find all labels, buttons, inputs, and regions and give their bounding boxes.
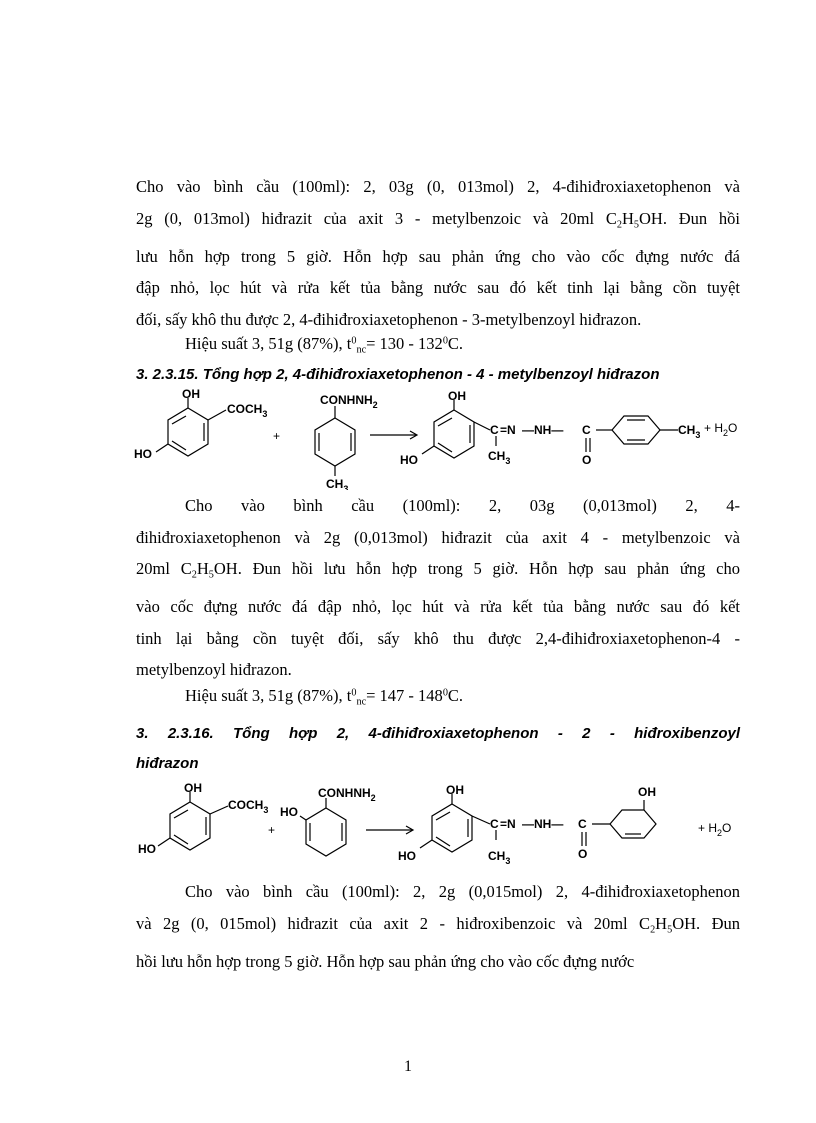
reaction-scheme-16 [130, 782, 750, 874]
label-product-c2: C [582, 423, 591, 437]
plus-sign: + [268, 823, 276, 837]
label-product-ho: HO [398, 849, 416, 863]
text-line: Cho vào bình cầu (100ml): 2, 03g (0,013mol) 2, 4- [185, 496, 740, 515]
paragraph-procedure-3-methyl [136, 171, 740, 335]
label-ch3: $CH_3$ [326, 477, 349, 490]
text-line: Cho vào bình cầu (100ml): 2, 03g (0, 013mol) 2, 4-đihiđroxiaxetophenon và [136, 177, 740, 196]
reaction-diagram [130, 782, 750, 874]
label-product-nh: —NH— [522, 817, 564, 831]
text-line: và 2g (0, 015mol) hiđrazit của axit 2 - hiđroxibenzoic và 20ml $C_2H_5OH$. Đun [136, 913, 740, 936]
label-product-ho: HO [400, 453, 418, 467]
label-ho: HO [134, 447, 152, 461]
label-product-eqn: =N [500, 423, 516, 437]
label-product-c: C [490, 817, 499, 831]
label-product-o: O [578, 847, 588, 861]
label-product-ch3: $CH_3$ [488, 449, 511, 466]
label-water: + $H_2O$ [704, 421, 738, 438]
plus-sign: + [273, 429, 281, 443]
section-heading-3-2-3-15: 3. 2.3.15. Tổng hợp 2, 4-đihiđroxiaxetophenon - 4 - metylbenzoyl hiđrazon [136, 366, 660, 383]
text-line: Cho vào bình cầu (100ml): 2, 2g (0,015mol) 2, 4-đihiđroxiaxetophenon [185, 882, 740, 901]
label-conhnh2: $CONHNH_2$ [318, 786, 376, 803]
text-line: đối, sấy khô thu được 2, 4-đihiđroxiaxetophenon - 3-metylbenzoyl hiđrazon. [136, 309, 642, 329]
label-coch3: $COCH_3$ [227, 402, 268, 419]
text-line: vào cốc đựng nước đá đập nhỏ, lọc hút và rửa kết tủa bằng nước sau đó kết [136, 597, 740, 617]
label-product-oh: OH [446, 783, 464, 797]
label-product-ch3: $CH_3$ [488, 849, 511, 866]
text-line: 2g (0, 013mol) hiđrazit của axit 3 - metylbenzoic và 20ml $C_2H_5OH$. Đun hồi [136, 208, 740, 231]
paragraph-procedure-2-hydroxy [136, 876, 740, 977]
label-product-nh: —NH— [522, 423, 564, 437]
section-heading-3-2-3-16: 3. 2.3.16. Tổng hợp 2, 4-đihiđroxiaxetophenon - 2 - hiđroxibenzoyl hiđrazon [136, 725, 740, 772]
label-water: + $H_2O$ [698, 821, 732, 838]
label-product-c: C [490, 423, 499, 437]
reaction-diagram [130, 386, 750, 490]
text-line: tinh lại bằng cồn tuyệt đối, sấy khô thu được 2,4-đihiđroxiaxetophenon-4 - [136, 628, 740, 648]
text-line: đập nhỏ, lọc hút và rửa kết tủa bằng nước sau đó kết tinh lại bằng cồn tuyệt [136, 278, 740, 298]
label-product-oh: OH [448, 389, 466, 403]
text-line: hồi lưu hỗn hợp trong 5 giờ. Hỗn hợp sau phản ứng cho vào cốc đựng nước [136, 951, 635, 971]
label-product-aryl-ch3: $CH_3$ [678, 423, 701, 440]
label-oh: OH [182, 387, 200, 401]
label-ho: HO [138, 842, 156, 856]
label-product-aryl-oh: OH [638, 785, 656, 799]
reaction-scheme-15 [130, 386, 750, 490]
label-coch3: $COCH_3$ [228, 798, 269, 815]
label-conhnh2: $CONHNH_2$ [320, 393, 378, 410]
text-line: 20ml $C_2H_5OH$. Đun hồi lưu hỗn hợp trong 5 giờ. Hỗn hợp sau phản ứng cho [136, 559, 740, 581]
label-reactant-ho: HO [280, 805, 298, 819]
yield-line-1: Hiệu suất 3, 51g (87%), $t^0_{nc}= 130 - 132^0C$. [185, 334, 464, 356]
label-product-c2: C [578, 817, 587, 831]
paragraph-procedure-4-methyl [136, 490, 740, 686]
label-product-o: O [582, 453, 592, 467]
label-product-eqn: =N [500, 817, 516, 831]
label-oh: OH [184, 782, 202, 795]
text-line: đihiđroxiaxetophenon và 2g (0,013mol) hiđrazit của axit 4 - metylbenzoic và [136, 527, 740, 547]
text-line: lưu hỗn hợp trong 5 giờ. Hỗn hợp sau phản ứng cho vào cốc đựng nước đá [136, 246, 740, 266]
yield-line-2: Hiệu suất 3, 51g (87%), $t^0_{nc}= 147 - 148^0C$. [185, 686, 464, 708]
text-line: metylbenzoyl hiđrazon. [136, 660, 292, 680]
page-number: 1 [404, 1058, 412, 1075]
